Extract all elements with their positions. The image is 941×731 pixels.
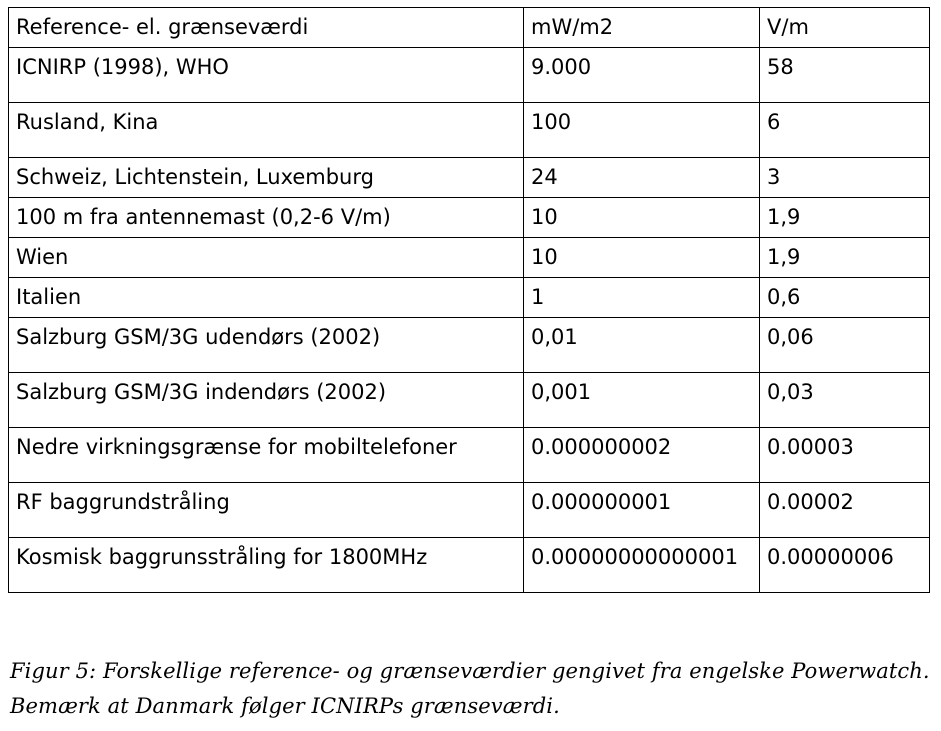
cell-mw: 10 <box>524 238 760 278</box>
cell-reference: Rusland, Kina <box>9 103 524 158</box>
cell-vm: 3 <box>760 158 930 198</box>
cell-reference: Salzburg GSM/3G indendørs (2002) <box>9 373 524 428</box>
header-mw: mW/m2 <box>524 8 760 48</box>
figure-caption <box>10 654 935 724</box>
cell-vm: 0.00003 <box>760 428 930 483</box>
cell-mw: 0,001 <box>524 373 760 428</box>
cell-reference: Nedre virkningsgrænse for mobiltelefoner <box>9 428 524 483</box>
cell-reference: Italien <box>9 278 524 318</box>
cell-vm: 0.00000006 <box>760 538 930 593</box>
cell-reference: Schweiz, Lichtenstein, Luxemburg <box>9 158 524 198</box>
cell-reference: RF baggrundstråling <box>9 483 524 538</box>
table-row <box>9 318 930 373</box>
table-header-row <box>9 8 930 48</box>
cell-mw: 9.000 <box>524 48 760 103</box>
cell-mw: 0,01 <box>524 318 760 373</box>
cell-vm: 6 <box>760 103 930 158</box>
table-row <box>9 278 930 318</box>
header-reference: Reference- el. grænseværdi <box>9 8 524 48</box>
table-row <box>9 428 930 483</box>
cell-vm: 0,06 <box>760 318 930 373</box>
cell-reference: Salzburg GSM/3G udendørs (2002) <box>9 318 524 373</box>
cell-reference: Wien <box>9 238 524 278</box>
caption-line-1: Figur 5: Forskellige reference- og grænseværdier gengivet fra engelske Powerwatch. <box>10 659 930 683</box>
cell-vm: 0,6 <box>760 278 930 318</box>
table-row <box>9 103 930 158</box>
cell-vm: 1,9 <box>760 198 930 238</box>
reference-values-table <box>8 7 930 593</box>
table-row <box>9 48 930 103</box>
table-row <box>9 373 930 428</box>
cell-vm: 0.00002 <box>760 483 930 538</box>
cell-mw: 24 <box>524 158 760 198</box>
table-row <box>9 158 930 198</box>
cell-mw: 0.000000001 <box>524 483 760 538</box>
table-row <box>9 238 930 278</box>
cell-vm: 58 <box>760 48 930 103</box>
table-row <box>9 483 930 538</box>
table-row <box>9 198 930 238</box>
cell-vm: 1,9 <box>760 238 930 278</box>
header-vm: V/m <box>760 8 930 48</box>
caption-line-2: Bemærk at Danmark følger ICNIRPs grænseværdi. <box>10 694 560 718</box>
cell-mw: 100 <box>524 103 760 158</box>
cell-mw: 0.000000002 <box>524 428 760 483</box>
cell-mw: 10 <box>524 198 760 238</box>
cell-reference: ICNIRP (1998), WHO <box>9 48 524 103</box>
cell-reference: 100 m fra antennemast (0,2-6 V/m) <box>9 198 524 238</box>
cell-mw: 0.00000000000001 <box>524 538 760 593</box>
table-row <box>9 538 930 593</box>
cell-vm: 0,03 <box>760 373 930 428</box>
cell-mw: 1 <box>524 278 760 318</box>
cell-reference: Kosmisk baggrunsstråling for 1800MHz <box>9 538 524 593</box>
